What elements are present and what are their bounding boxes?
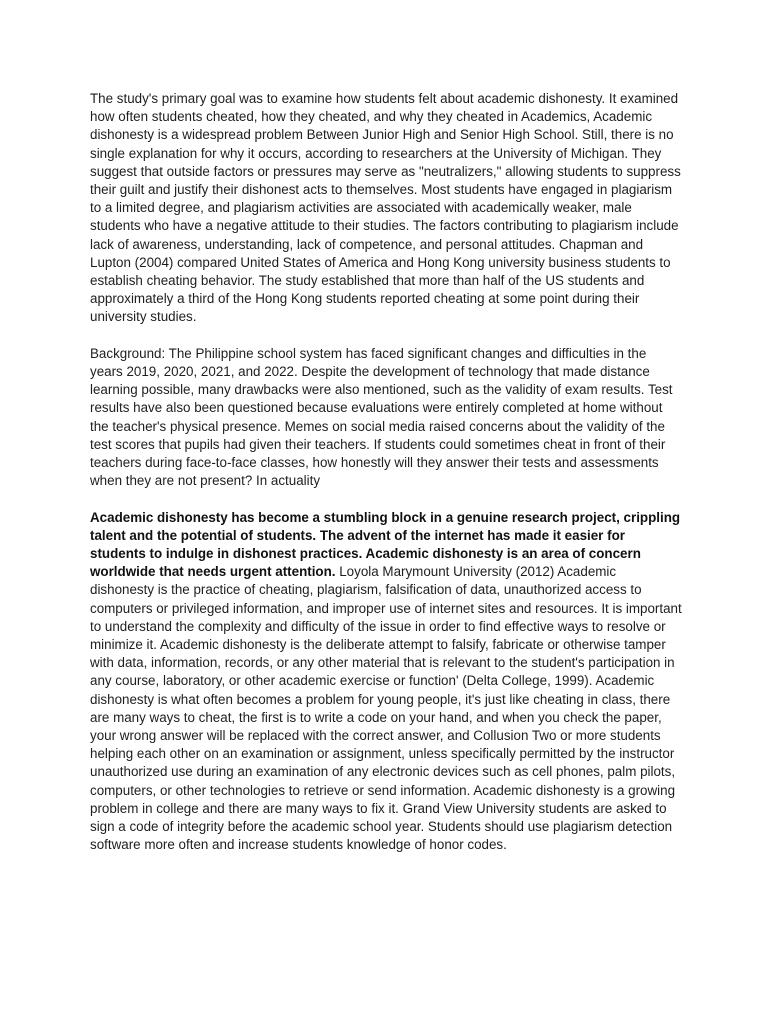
document-page: [90, 90, 682, 873]
paragraph-study-goal: [90, 90, 682, 327]
paragraph-background: [90, 345, 682, 491]
paragraph-text: Background: The Philippine school system has faced significant changes and difficulties in the years 2019, 2020, 2021, and 2022. Despite the development of technology that made distance learning possible, many drawbacks were also mentioned, such as the validity of exam results. Test results have also been questioned because evaluations were entirely completed at home without the teacher's physical presence. Memes on social media raised concerns about the validity of the test scores that pupils had given their teachers. If students could sometimes cheat in front of their teachers during face-to-face classes, how honestly will they answer their tests and assessments when they are not present? In actuality: [90, 345, 673, 489]
paragraph-text: The study's primary goal was to examine how students felt about academic dishonesty. It examined how often students cheated, how they cheated, and why they cheated in Academics, Academic dishonesty is a widespread problem Between Junior High and Senior High School. Still, there is no single explanation for why it occurs, according to researchers at the University of Michigan. They suggest that outside factors or pressures may serve as "neutralizers," allowing students to suppress their guilt and justify their dishonest acts to themselves. Most students have engaged in plagiarism to a limited degree, and plagiarism activities are associated with academically weaker, male students who have a negative attitude to their studies. The factors contributing to plagiarism include lack of awareness, understanding, lack of competence, and personal attitudes. Chapman and Lupton (2004) compared United States of America and Hong Kong university business students to establish cheating behavior. The study established that more than half of the US students and approximately a third of the Hong Kong students reported cheating at some point during their university studies.: [90, 91, 681, 325]
paragraph-academic-dishonesty: [90, 509, 682, 855]
paragraph-text: Loyola Marymount University (2012) Academic dishonesty is the practice of cheating, plagiarism, falsification of data, unauthorized access to computers or privileged information, and improper use of internet sites and resources. It is important to understand the complexity and difficulty of the issue in order to find effective ways to resolve or minimize it. Academic dishonesty is the deliberate attempt to falsify, fabricate or otherwise tamper with data, information, records, or any other material that is relevant to the student's participation in any course, laboratory, or other academic exercise or function' (Delta College, 1999). Academic dishonesty is what often becomes a problem for young people, it's just like cheating in class, there are many ways to cheat, the first is to write a code on your hand, and when you check the paper, your wrong answer will be replaced with the correct answer, and Collusion Two or more students helping each other on an examination or assignment, unless specifically permitted by the instructor unauthorized use during an examination of any electronic devices such as cell phones, palm pilots, computers, or other technologies to retrieve or send information. Academic dishonesty is a growing problem in college and there are many ways to fix it. Grand View University students are asked to sign a code of integrity before the academic school year. Students should use plagiarism detection software more often and increase students knowledge of honor codes.: [90, 564, 682, 853]
paragraph-bold-lead: Academic dishonesty has become a stumbling block in a genuine research project, crippling talent and the potential of students. The advent of the internet has made it easier for students to indulge in dishonest practices. Academic dishonesty is an area of concern worldwide that needs urgent attention.: [90, 509, 681, 580]
